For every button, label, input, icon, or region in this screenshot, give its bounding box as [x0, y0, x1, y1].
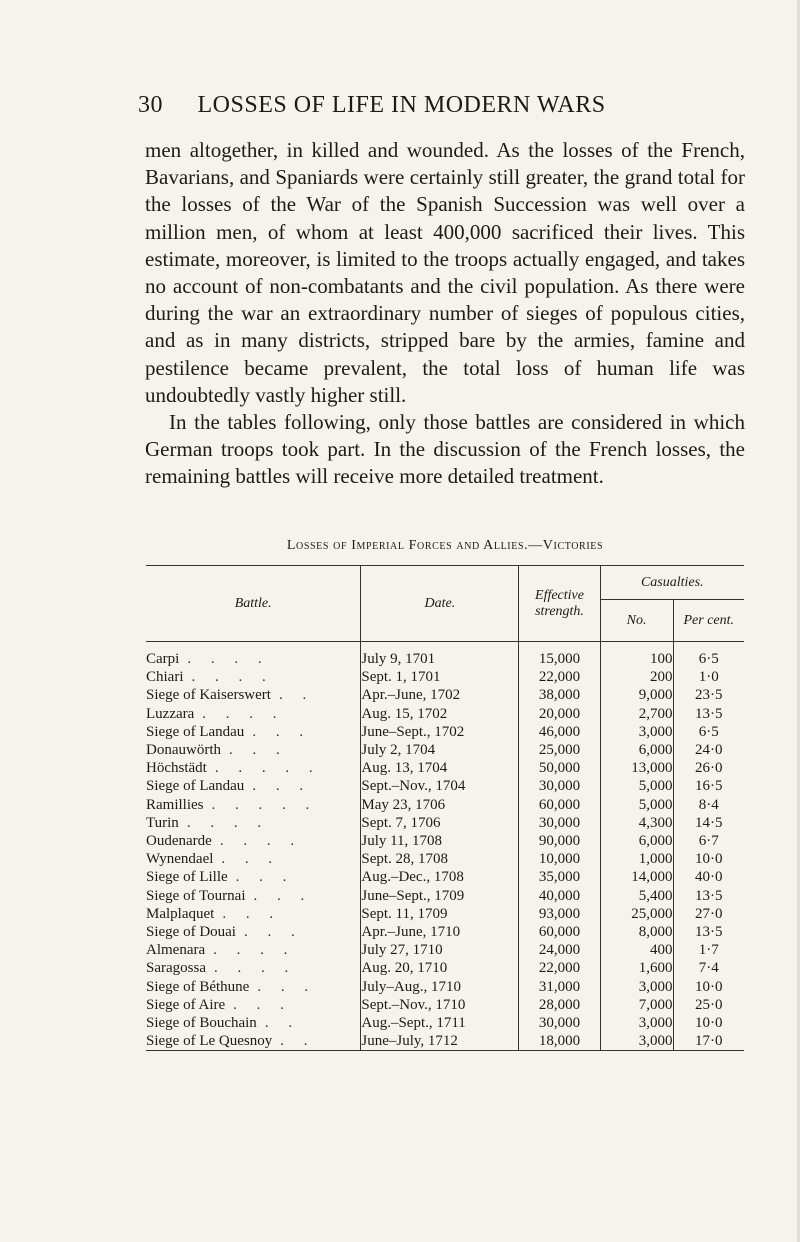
casualties-number-cell: 13,000	[600, 759, 673, 777]
table-row	[146, 796, 744, 814]
date-cell: July 27, 1710	[361, 941, 519, 959]
casualties-number-cell: 8,000	[600, 923, 673, 941]
casualties-number-cell: 3,000	[600, 723, 673, 741]
battle-name: Siege of Bouchain	[146, 1015, 257, 1032]
date-cell: Aug.–Dec., 1708	[361, 868, 519, 886]
table-row	[146, 868, 744, 886]
leader-dots: . . .	[257, 978, 317, 995]
leader-dots: . . . .	[191, 669, 274, 686]
casualties-number-cell: 3,000	[600, 1032, 673, 1051]
effective-strength-cell: 31,000	[519, 978, 600, 996]
casualties-number-cell: 5,000	[600, 796, 673, 814]
leader-dots: . . . .	[186, 814, 270, 831]
leader-dots: . . .	[252, 778, 312, 795]
column-header-number: No.	[600, 600, 673, 642]
date-cell: June–July, 1712	[361, 1032, 519, 1051]
casualties-per-cent-cell: 40·0	[673, 868, 744, 886]
battle-name: Turin	[146, 814, 179, 831]
table-row	[146, 905, 744, 923]
date-cell: July 11, 1708	[361, 832, 519, 850]
effective-strength-cell: 40,000	[519, 887, 600, 905]
casualties-number-cell: 2,700	[600, 705, 673, 723]
date-cell: Apr.–June, 1702	[361, 686, 519, 704]
page-number: 30	[138, 92, 163, 118]
paragraph: In the tables following, only those battles are considered in which German troops took part. In the discussion of the French losses, the remaining battles will receive more detailed treatment.	[145, 410, 745, 489]
effective-strength-cell: 10,000	[519, 850, 600, 868]
table-row	[146, 832, 744, 850]
effective-strength-cell: 60,000	[519, 923, 600, 941]
date-cell: Sept. 28, 1708	[361, 850, 519, 868]
casualties-per-cent-cell: 23·5	[673, 686, 744, 704]
table-row	[146, 1014, 744, 1032]
casualties-per-cent-cell: 1·7	[673, 941, 744, 959]
leader-dots: . . .	[221, 851, 281, 868]
battle-cell	[146, 959, 361, 977]
leader-dots: . . . .	[219, 833, 303, 850]
battle-name: Ramillies	[146, 796, 204, 813]
table-row	[146, 741, 744, 759]
date-cell: Sept. 7, 1706	[361, 814, 519, 832]
battle-name: Almenara	[146, 942, 206, 959]
battle-cell	[146, 978, 361, 996]
casualties-per-cent-cell: 17·0	[673, 1032, 744, 1051]
casualties-per-cent-cell: 27·0	[673, 905, 744, 923]
battle-name: Siege of Tournai	[146, 887, 246, 904]
table-row	[146, 814, 744, 832]
casualties-per-cent-cell: 25·0	[673, 996, 744, 1014]
battle-name: Malplaquet	[146, 905, 215, 922]
table-row	[146, 705, 744, 723]
table-title: Losses of Imperial Forces and Allies.—Victories	[286, 538, 604, 553]
battle-cell	[146, 850, 361, 868]
casualties-per-cent-cell: 6·5	[673, 723, 744, 741]
battle-cell	[146, 686, 361, 704]
date-cell: July–Aug., 1710	[361, 978, 519, 996]
effective-strength-cell: 28,000	[519, 996, 600, 1014]
casualties-per-cent-cell: 8·4	[673, 796, 744, 814]
date-cell: Sept.–Nov., 1704	[361, 777, 519, 795]
battle-cell	[146, 1014, 361, 1032]
table-row	[146, 959, 744, 977]
casualties-number-cell: 1,000	[600, 850, 673, 868]
battle-cell	[146, 996, 361, 1014]
battle-cell	[146, 1032, 361, 1051]
casualties-per-cent-cell: 6·5	[673, 642, 744, 669]
date-cell: June–Sept., 1702	[361, 723, 519, 741]
battle-name: Chiari	[146, 669, 184, 686]
running-header	[138, 92, 606, 119]
date-cell: July 9, 1701	[361, 642, 519, 669]
date-cell: Aug.–Sept., 1711	[361, 1014, 519, 1032]
effective-strength-cell: 38,000	[519, 686, 600, 704]
column-header-effective-strength: Effective strength.	[519, 566, 600, 642]
battle-name: Siege of Landau	[146, 723, 245, 740]
table-body	[146, 642, 744, 1051]
battle-cell	[146, 705, 361, 723]
casualties-number-cell: 200	[600, 668, 673, 686]
leader-dots: . . .	[235, 869, 295, 886]
column-header-per-cent: Per cent.	[673, 600, 744, 642]
battle-name: Höchstädt	[146, 760, 207, 777]
effective-strength-cell: 50,000	[519, 759, 600, 777]
leader-dots: . . .	[233, 996, 292, 1013]
leader-dots: . . . .	[213, 942, 296, 959]
effective-strength-cell: 60,000	[519, 796, 600, 814]
date-cell: Aug. 13, 1704	[361, 759, 519, 777]
effective-strength-cell: 90,000	[519, 832, 600, 850]
battle-name: Siege of Aire	[146, 996, 226, 1013]
table-row	[146, 941, 744, 959]
battle-name: Oudenarde	[146, 833, 212, 850]
casualties-number-cell: 5,000	[600, 777, 673, 795]
casualties-per-cent-cell: 10·0	[673, 978, 744, 996]
casualties-per-cent-cell: 13·5	[673, 887, 744, 905]
date-cell: Aug. 20, 1710	[361, 959, 519, 977]
casualties-number-cell: 3,000	[600, 978, 673, 996]
date-cell: Apr.–June, 1710	[361, 923, 519, 941]
battle-name: Siege of Le Quesnoy	[146, 1033, 273, 1050]
date-cell: Sept.–Nov., 1710	[361, 996, 519, 1014]
column-header-battle: Battle.	[146, 566, 361, 642]
battle-cell	[146, 905, 361, 923]
leader-dots: . . . .	[202, 705, 285, 722]
casualties-per-cent-cell: 13·5	[673, 705, 744, 723]
effective-strength-cell: 15,000	[519, 642, 600, 669]
battle-name: Saragossa	[146, 960, 206, 977]
leader-dots: . .	[264, 1015, 301, 1032]
table-row	[146, 996, 744, 1014]
running-title: LOSSES OF LIFE IN MODERN WARS	[197, 92, 606, 118]
casualties-per-cent-cell: 1·0	[673, 668, 744, 686]
date-cell: Aug. 15, 1702	[361, 705, 519, 723]
casualties-per-cent-cell: 26·0	[673, 759, 744, 777]
casualties-per-cent-cell: 10·0	[673, 850, 744, 868]
battle-name: Donauwörth	[146, 742, 221, 759]
battle-name: Siege of Lille	[146, 869, 228, 886]
table-row	[146, 642, 744, 669]
casualties-per-cent-cell: 13·5	[673, 923, 744, 941]
battle-cell	[146, 923, 361, 941]
battle-name: Siege of Landau	[146, 778, 245, 795]
effective-strength-cell: 20,000	[519, 705, 600, 723]
casualties-number-cell: 3,000	[600, 1014, 673, 1032]
battle-name: Siege of Kaiserswert	[146, 687, 271, 704]
battle-cell	[146, 941, 361, 959]
casualties-number-cell: 14,000	[600, 868, 673, 886]
leader-dots: . . . .	[214, 960, 297, 977]
leader-dots: . . .	[229, 742, 288, 759]
casualties-number-cell: 400	[600, 941, 673, 959]
effective-strength-cell: 18,000	[519, 1032, 600, 1051]
battle-cell	[146, 796, 361, 814]
battle-name: Carpi	[146, 651, 180, 667]
date-cell: July 2, 1704	[361, 741, 519, 759]
effective-strength-cell: 25,000	[519, 741, 600, 759]
table-row	[146, 887, 744, 905]
column-header-date: Date.	[361, 566, 519, 642]
leader-dots: . . .	[253, 887, 313, 904]
battle-cell	[146, 668, 361, 686]
table-row	[146, 923, 744, 941]
battle-name: Siege of Douai	[146, 924, 236, 941]
effective-strength-cell: 30,000	[519, 1014, 600, 1032]
leader-dots: . . .	[252, 723, 312, 740]
battle-cell	[146, 887, 361, 905]
battle-name: Luzzara	[146, 705, 195, 722]
casualties-number-cell: 9,000	[600, 686, 673, 704]
effective-strength-cell: 93,000	[519, 905, 600, 923]
casualties-number-cell: 5,400	[600, 887, 673, 905]
table-row	[146, 759, 744, 777]
table-row	[146, 723, 744, 741]
casualties-per-cent-cell: 6·7	[673, 832, 744, 850]
date-cell: Sept. 11, 1709	[361, 905, 519, 923]
body-text	[145, 137, 745, 491]
leader-dots: . . .	[222, 905, 282, 922]
effective-strength-cell: 30,000	[519, 814, 600, 832]
table-row	[146, 978, 744, 996]
battle-name: Siege of Béthune	[146, 978, 250, 995]
casualties-number-cell: 6,000	[600, 741, 673, 759]
table-row	[146, 777, 744, 795]
battle-cell	[146, 723, 361, 741]
casualties-per-cent-cell: 10·0	[673, 1014, 744, 1032]
casualties-per-cent-cell: 24·0	[673, 741, 744, 759]
table-row	[146, 668, 744, 686]
column-header-casualties: Casualties.	[600, 566, 744, 600]
battle-cell	[146, 759, 361, 777]
casualties-per-cent-cell: 14·5	[673, 814, 744, 832]
date-cell: June–Sept., 1709	[361, 887, 519, 905]
leader-dots: . .	[280, 1033, 316, 1050]
casualties-number-cell: 6,000	[600, 832, 673, 850]
date-cell: Sept. 1, 1701	[361, 668, 519, 686]
leader-dots: . . . . .	[214, 760, 321, 777]
battle-name: Wynendael	[146, 851, 214, 868]
effective-strength-cell: 35,000	[519, 868, 600, 886]
battle-cell	[146, 741, 361, 759]
leader-dots: . . . .	[187, 651, 270, 667]
effective-strength-cell: 24,000	[519, 941, 600, 959]
casualties-number-cell: 100	[600, 642, 673, 669]
leader-dots: . . .	[243, 924, 303, 941]
losses-table	[146, 565, 744, 1051]
effective-strength-cell: 22,000	[519, 668, 600, 686]
effective-strength-cell: 46,000	[519, 723, 600, 741]
casualties-number-cell: 25,000	[600, 905, 673, 923]
effective-strength-cell: 30,000	[519, 777, 600, 795]
effective-strength-cell: 22,000	[519, 959, 600, 977]
battle-cell	[146, 642, 361, 669]
table-row	[146, 1032, 744, 1051]
table-row	[146, 850, 744, 868]
date-cell: May 23, 1706	[361, 796, 519, 814]
leader-dots: . . . . .	[211, 796, 318, 813]
battle-cell	[146, 814, 361, 832]
table-row	[146, 686, 744, 704]
casualties-number-cell: 1,600	[600, 959, 673, 977]
battle-cell	[146, 777, 361, 795]
battle-cell	[146, 832, 361, 850]
casualties-per-cent-cell: 16·5	[673, 777, 744, 795]
casualties-number-cell: 4,300	[600, 814, 673, 832]
battle-cell	[146, 868, 361, 886]
paragraph: men altogether, in killed and wounded. As the losses of the French, Bavarians, and Spaniards were certainly still greater, the grand total for the losses of the War of the Spanish Succession was well over a million men, of whom at least 400,000 sacrificed their lives. This estimate, moreover, is limited to the troops actually engaged, and takes no account of non-combatants and the civil population. As there were during the war an extraordinary number of sieges of populous cities, and as in many districts, stripped bare by the armies, famine and pestilence became prevalent, the total loss of human life was undoubtedly vastly higher still.	[145, 138, 745, 407]
casualties-per-cent-cell: 7·4	[673, 959, 744, 977]
leader-dots: . .	[278, 687, 315, 704]
casualties-number-cell: 7,000	[600, 996, 673, 1014]
